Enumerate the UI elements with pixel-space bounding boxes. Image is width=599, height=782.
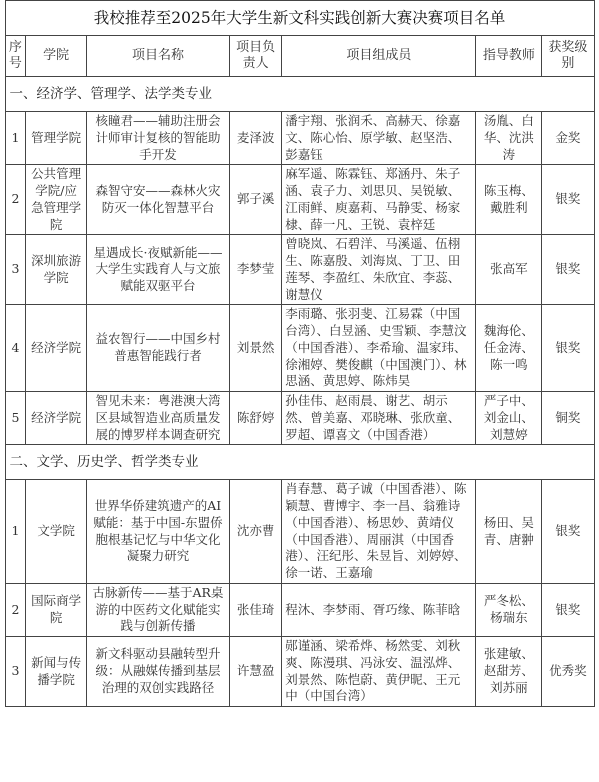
cell-lead: 许慧盈 — [230, 637, 282, 707]
cell-award: 银奖 — [542, 165, 594, 235]
section-label: 一、经济学、管理学、法学类专业 — [5, 77, 594, 112]
cell-members: 肖春慧、葛子诚（中国香港）、陈颖慧、曹博宇、李一昌、翁雅诗（中国香港）、杨思妙、黄靖仪（中国香港）、周丽淇（中国香港）、汪纪彤、朱昱旨、刘婷婷、徐一诺、王嘉瑜 — [282, 480, 476, 584]
cell-project: 益农智行——中国乡村普惠智能践行者 — [86, 305, 229, 392]
header-mentor: 指导教师 — [476, 36, 542, 77]
cell-school: 经济学院 — [26, 392, 87, 445]
header-members: 项目组成员 — [282, 36, 476, 77]
header-award: 获奖级别 — [542, 36, 594, 77]
header-num: 序号 — [5, 36, 26, 77]
cell-num: 4 — [5, 305, 26, 392]
cell-num: 2 — [5, 583, 26, 636]
cell-project: 森智守安——森林火灾防灭一体化智慧平台 — [86, 165, 229, 235]
cell-num: 3 — [5, 235, 26, 305]
cell-lead: 郭子溪 — [230, 165, 282, 235]
cell-members: 曾晓岚、石碧洋、马溪遥、伍栩生、陈嘉殷、刘海岚、丁卫、田莲琴、李盈红、朱欣宜、李蕊、谢慧仪 — [282, 235, 476, 305]
cell-award: 金奖 — [542, 112, 594, 165]
cell-award: 银奖 — [542, 235, 594, 305]
table-row — [5, 583, 594, 636]
cell-mentor: 严子中、刘金山、刘慧婷 — [476, 392, 542, 445]
header-lead: 项目负责人 — [230, 36, 282, 77]
cell-project: 世界华侨建筑遗产的AI赋能：基于中国-东盟侨胞根基记忆与中华文化凝聚力研究 — [86, 480, 229, 584]
table-header-row — [5, 36, 594, 77]
header-project: 项目名称 — [86, 36, 229, 77]
cell-award: 银奖 — [542, 480, 594, 584]
cell-award: 银奖 — [542, 583, 594, 636]
cell-num: 3 — [5, 637, 26, 707]
cell-num: 1 — [5, 112, 26, 165]
cell-school: 深圳旅游学院 — [26, 235, 87, 305]
cell-members: 潘宇翔、张润禾、高赫天、徐嘉文、陈心怡、原学敏、赵坚浩、彭嘉钰 — [282, 112, 476, 165]
table-row — [5, 112, 594, 165]
cell-award: 铜奖 — [542, 392, 594, 445]
cell-project: 新文科驱动县融转型升级：从融媒传播到基层治理的双创实践路径 — [86, 637, 229, 707]
cell-members: 李雨璐、张羽斐、江易霖（中国台湾）、白昱涵、史雪颖、李慧汶（中国香港）、李希瑜、温家玮、徐湘婷、樊俊麒（中国澳门）、林思涵、黄思婷、陈炜昊 — [282, 305, 476, 392]
table-row — [5, 305, 594, 392]
cell-num: 5 — [5, 392, 26, 445]
cell-project: 古脉新传——基于AR桌游的中医药文化赋能实践与创新传播 — [86, 583, 229, 636]
cell-members: 麻军遥、陈霖钰、郑涵丹、朱子涵、袁子力、刘思贝、吴锐敏、江雨鲜、庾嘉莉、马静雯、杨家棣、薛一凡、王锐、袁梓廷 — [282, 165, 476, 235]
table-row — [5, 637, 594, 707]
cell-school: 新闻与传播学院 — [26, 637, 87, 707]
cell-members: 郧谨涵、梁希烨、杨然雯、刘秋爽、陈漫琪、冯泳安、温泓烨、刘景然、陈恺蔚、黄伊昵、王元中（中国台湾） — [282, 637, 476, 707]
cell-mentor: 陈玉梅、戴胜利 — [476, 165, 542, 235]
cell-mentor: 张建敏、赵甜芳、刘苏丽 — [476, 637, 542, 707]
cell-mentor: 汤胤、白华、沈洪涛 — [476, 112, 542, 165]
cell-project: 星遇成长·夜赋新能——大学生实践育人与文旅赋能双驱平台 — [86, 235, 229, 305]
cell-school: 公共管理学院/应急管理学院 — [26, 165, 87, 235]
cell-lead: 沈亦曹 — [230, 480, 282, 584]
cell-num: 1 — [5, 480, 26, 584]
cell-lead: 李梦莹 — [230, 235, 282, 305]
cell-lead: 刘景然 — [230, 305, 282, 392]
section-row — [5, 445, 594, 480]
cell-members: 孙佳伟、赵雨晨、谢艺、胡示然、曾美嘉、邓晓琳、张欣童、罗超、谭喜文（中国香港） — [282, 392, 476, 445]
cell-school: 文学院 — [26, 480, 87, 584]
award-table — [5, 0, 595, 707]
cell-mentor: 张高军 — [476, 235, 542, 305]
cell-lead: 陈舒婷 — [230, 392, 282, 445]
cell-school: 经济学院 — [26, 305, 87, 392]
cell-award: 优秀奖 — [542, 637, 594, 707]
table-row — [5, 235, 594, 305]
cell-mentor: 魏海伦、任金涛、陈一鸣 — [476, 305, 542, 392]
cell-members: 程沐、李梦雨、胥巧缘、陈菲晗 — [282, 583, 476, 636]
section-row — [5, 77, 594, 112]
cell-school: 国际商学院 — [26, 583, 87, 636]
cell-project: 核瞳君——辅助注册会计师审计复核的智能助手开发 — [86, 112, 229, 165]
cell-school: 管理学院 — [26, 112, 87, 165]
table-row — [5, 480, 594, 584]
cell-lead: 麦泽波 — [230, 112, 282, 165]
cell-mentor: 杨田、吴青、唐翀 — [476, 480, 542, 584]
cell-project: 智见未来：粤港澳大湾区县域智造业高质量发展的博罗样本调查研究 — [86, 392, 229, 445]
header-school: 学院 — [26, 36, 87, 77]
cell-award: 银奖 — [542, 305, 594, 392]
page-title: 我校推荐至2025年大学生新文科实践创新大赛决赛项目名单 — [5, 1, 594, 36]
section-label: 二、文学、历史学、哲学类专业 — [5, 445, 594, 480]
table-row — [5, 165, 594, 235]
cell-lead: 张佳琦 — [230, 583, 282, 636]
cell-mentor: 严冬松、杨瑞东 — [476, 583, 542, 636]
table-row — [5, 392, 594, 445]
cell-num: 2 — [5, 165, 26, 235]
